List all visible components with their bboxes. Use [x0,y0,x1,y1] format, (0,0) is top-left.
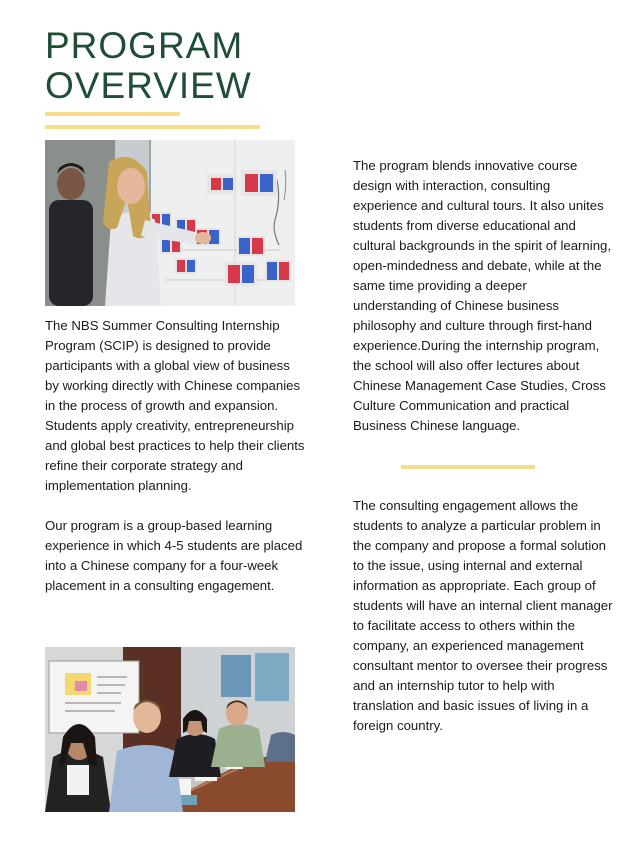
whiteboard-photo [45,140,295,306]
consulting-engagement-paragraph: The consulting engagement allows the students to analyze a particular problem in the company and propose a formal solution to the issue, using internal and external information as appropriate. Each group of students will have an internal client manager to facilitate access to others within the company, an experienced management consultant mentor to oversee their progress and an internship tutor to help with translation and basic issues of living in a foreign country. [353,498,613,733]
page-title [45,26,252,106]
meeting-photo [45,647,295,812]
title-divider-short [45,112,180,116]
group-learning-paragraph: Our program is a group-based learning experience in which 4-5 students are placed into a Chinese company for a four-week placement in a consulting engagement. [45,518,303,593]
section-divider [401,465,535,469]
program-blend-paragraph: The program blends innovative course design with interaction, consulting experience and cultural tours. It also unites students from diverse educational and cultural backgrounds in the spirit of learning, open-mindedness and debate, while at the same time providing a deeper understanding of Chinese business philosophy and culture through first-hand experience.During the internship program, the school will also offer lectures about Chinese Management Case Studies, Cross Culture Communication and practical Business Chinese language. [353,158,612,433]
title-divider-long [45,125,260,129]
intro-paragraph: The NBS Summer Consulting Internship Program (SCIP) is designed to provide participants with a global view of business by working directly with Chinese companies in the process of growth and expansion. Students apply creativity, entrepreneurship and global best practices to help their clients refine their corporate strategy and implementation planning. [45,318,305,493]
title-line-1: PROGRAM [45,25,244,66]
title-line-2: OVERVIEW [45,65,252,106]
